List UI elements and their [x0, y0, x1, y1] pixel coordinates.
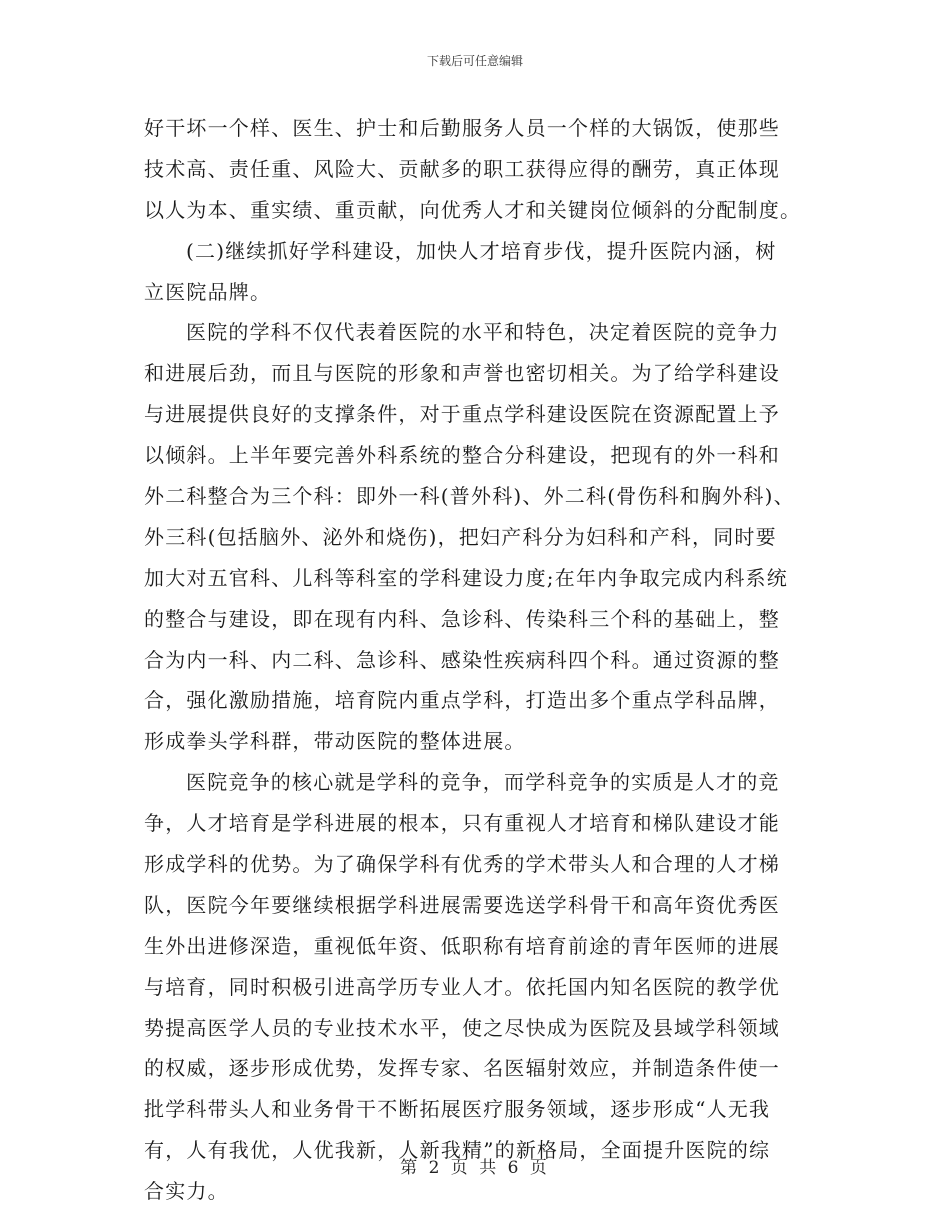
body-line: 与进展提供良好的支撑条件，对于重点学科建设医院在资源配置上予 — [144, 402, 780, 427]
body-line: 外二科整合为三个科：即外一科(普外科)、外二科(骨伤科和胸外科)、 — [144, 484, 795, 509]
body-line: 形成拳头学科群，带动医院的整体进展。 — [144, 729, 526, 754]
body-line: 和进展后劲，而且与医院的形象和声誉也密切相关。为了给学科建设 — [144, 361, 780, 386]
body-line: 有，人有我优，人优我新，人新我精”的新格局，全面提升医院的综 — [144, 1138, 771, 1163]
body-line: 以倾斜。上半年要完善外科系统的整合分科建设，把现有的外一科和 — [144, 443, 780, 468]
body-line: 合实力。 — [144, 1179, 229, 1204]
document-body — [144, 108, 816, 1212]
body-line: 外三科(包括脑外、泌外和烧伤)，把妇产科分为妇科和产科，同时要 — [144, 524, 777, 549]
body-line: 生外出进修深造，重视低年资、低职称有培育前途的青年医师的进展 — [144, 933, 780, 958]
body-line: 医院竞争的核心就是学科的竞争，而学科竞争的实质是人才的竞 — [186, 770, 780, 795]
body-line: 好干坏一个样、医生、护士和后勤服务人员一个样的大锅饭，使那些 — [144, 116, 780, 140]
body-line: 技术高、责任重、风险大、贡献多的职工获得应得的酬劳，真正体现 — [144, 156, 780, 181]
page-footer: 第 2 页 共 6 页 — [400, 1158, 550, 1178]
section-heading-line: 立医院品牌。 — [144, 279, 272, 304]
section-heading-line: (二)继续抓好学科建设，加快人才培育步伐，提升医院内涵，树 — [186, 238, 777, 263]
body-line: 队，医院今年要继续根据学科进展需要选送学科骨干和高年资优秀医 — [144, 892, 780, 917]
body-line: 加大对五官科、儿科等科室的学科建设力度;在年内争取完成内科系统 — [144, 565, 788, 590]
body-line: 形成学科的优势。为了确保学科有优秀的学术带头人和合理的人才梯 — [144, 852, 780, 877]
body-line: 以人为本、重实绩、重贡献，向优秀人才和关键岗位倾斜的分配制度。 — [144, 197, 802, 222]
body-line: 合为内一科、内二科、急诊科、感染性疾病科四个科。通过资源的整 — [144, 647, 780, 672]
page-header: 下载后可任意编辑 — [426, 54, 523, 68]
body-line: 的整合与建设，即在现有内科、急诊科、传染科三个科的基础上，整 — [144, 606, 780, 631]
body-line: 的权威，逐步形成优势，发挥专家、名医辐射效应，并制造条件使一 — [144, 1056, 780, 1081]
body-line: 与培育，同时积极引进高学历专业人才。依托国内知名医院的教学优 — [144, 974, 780, 999]
body-line: 势提高医学人员的专业技术水平，使之尽快成为医院及县域学科领域 — [144, 1015, 780, 1040]
body-line: 合，强化激励措施，培育院内重点学科，打造出多个重点学科品牌， — [144, 688, 780, 713]
body-line: 医院的学科不仅代表着医院的水平和特色，决定着医院的竞争力 — [186, 320, 780, 345]
body-line: 批学科带头人和业务骨干不断拓展医疗服务领域，逐步形成“人无我 — [144, 1097, 771, 1122]
body-line: 争，人才培育是学科进展的根本，只有重视人才培育和梯队建设才能 — [144, 811, 780, 836]
